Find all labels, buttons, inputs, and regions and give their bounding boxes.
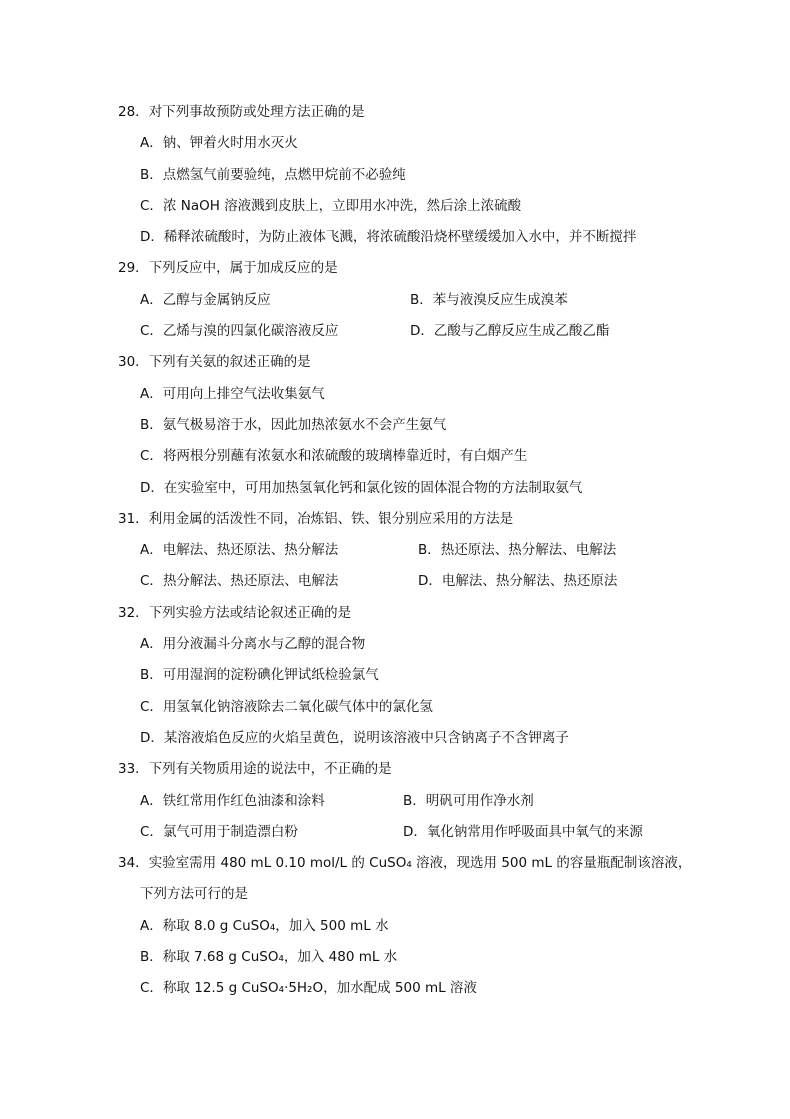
option-text: 电解法、热分解法、热还原法 [441, 573, 618, 590]
option-label: B． [140, 949, 163, 966]
option-label: D． [403, 823, 427, 840]
question-text: 对下列事故预防或处理方法正确的是 [148, 104, 365, 120]
option-row [118, 222, 678, 253]
exam-document [118, 97, 692, 1005]
option-b [140, 949, 397, 965]
option-text: 氯气可用于制造漂白粉 [162, 823, 298, 840]
option-row [118, 629, 678, 660]
option-row [118, 379, 678, 410]
option-text: 称取 8.0 g CuSO₄，加入 500 mL 水 [162, 917, 389, 934]
option-d [140, 730, 569, 746]
option-row [118, 441, 678, 472]
option-a [140, 292, 271, 308]
question-34 [118, 848, 692, 1004]
question-stem [118, 848, 692, 879]
option-row [118, 692, 678, 723]
question-stem [118, 598, 678, 629]
option-a [140, 135, 298, 151]
option-text: 可用湿润的淀粉碘化钾试纸检验氯气 [162, 667, 379, 684]
option-label: A． [140, 917, 163, 934]
option-c [140, 573, 338, 589]
option-a [140, 542, 338, 558]
question-33 [118, 754, 678, 848]
option-text: 可用向上排空气法收集氨气 [162, 385, 325, 402]
option-text: 乙烯与溴的四氯化碳溶液反应 [162, 323, 339, 340]
option-c [140, 980, 477, 996]
option-row [118, 786, 678, 817]
question-stem [118, 347, 678, 378]
question-number: 28． [118, 104, 149, 120]
option-a [140, 918, 389, 934]
question-text: 利用金属的活泼性不同，冶炼铝、铁、银分别应采用的方法是 [148, 510, 514, 527]
option-text: 铁红常用作红色油漆和涂料 [162, 792, 325, 809]
option-label: D． [140, 479, 164, 496]
option-label: D． [140, 729, 164, 746]
question-number: 33． [118, 761, 149, 778]
question-stem [118, 97, 678, 128]
option-c [140, 448, 527, 464]
question-30 [118, 347, 678, 503]
option-label: A． [140, 385, 163, 402]
question-text: 下列有关物质用途的说法中，不正确的是 [148, 761, 392, 778]
option-label: D． [140, 229, 164, 246]
option-label: B． [140, 416, 163, 433]
option-text: 钠、钾着火时用水灭火 [162, 135, 298, 152]
option-b [140, 667, 379, 683]
option-text: 用氢氧化钠溶液除去二氧化碳气体中的氯化氢 [162, 698, 433, 715]
question-31 [118, 504, 678, 598]
option-c [140, 323, 338, 339]
option-row [118, 191, 678, 222]
question-number: 30． [118, 354, 149, 371]
option-d [410, 316, 609, 347]
option-text: 点燃氢气前要验纯，点燃甲烷前不必验纯 [162, 166, 406, 183]
option-row [118, 285, 678, 316]
option-label: B． [410, 291, 433, 308]
option-label: A． [140, 135, 163, 152]
option-a [140, 636, 365, 652]
option-d [418, 566, 617, 597]
option-label: A． [140, 792, 163, 809]
option-c [140, 198, 521, 214]
option-text: 热分解法、热还原法、电解法 [162, 573, 339, 590]
option-label: B． [140, 667, 163, 684]
option-text: 热还原法、热分解法、电解法 [440, 542, 617, 559]
option-text: 稀释浓硫酸时，为防止液体飞溅，将浓硫酸沿烧杯壁缓缓加入水中，并不断搅拌 [163, 229, 637, 246]
option-d [403, 817, 643, 848]
option-row [118, 316, 678, 347]
question-number: 32． [118, 604, 149, 621]
question-text: 实验室需用 480 mL 0.10 mol/L 的 CuSO₄ 溶液，现选用 500 mL 的容量瓶配制该溶液， [148, 855, 692, 872]
option-label: A． [140, 636, 163, 653]
option-row [118, 660, 678, 691]
question-stem-continued: 下列方法可行的是 [140, 886, 248, 903]
option-row [118, 128, 678, 159]
option-label: C． [140, 980, 163, 997]
option-b [403, 786, 534, 817]
option-c [140, 699, 433, 715]
option-text: 电解法、热还原法、热分解法 [162, 542, 339, 559]
option-text: 在实验室中，可用加热氢氧化钙和氯化铵的固体混合物的方法制取氨气 [163, 479, 583, 496]
option-b [410, 285, 568, 316]
option-b [140, 167, 406, 183]
option-label: B． [418, 542, 441, 559]
question-stem [118, 504, 678, 535]
option-label: D． [410, 323, 434, 340]
question-text: 下列实验方法或结论叙述正确的是 [148, 604, 352, 621]
option-label: A． [140, 542, 163, 559]
question-text: 下列反应中，属于加成反应的是 [148, 260, 338, 277]
option-text: 乙醇与金属钠反应 [162, 291, 271, 308]
question-number: 34． [118, 855, 149, 872]
option-label: C． [140, 573, 163, 590]
question-32 [118, 598, 678, 754]
option-d [140, 480, 582, 496]
question-number: 29． [118, 260, 149, 277]
question-text: 下列有关氨的叙述正确的是 [148, 354, 311, 371]
option-label: D． [418, 573, 442, 590]
option-label: B． [140, 166, 163, 183]
option-row [118, 473, 678, 504]
option-a [140, 793, 325, 809]
option-row [118, 942, 678, 973]
option-label: C． [140, 698, 163, 715]
option-row [118, 566, 678, 597]
option-text: 乙酸与乙醇反应生成乙酸乙酯 [433, 323, 610, 340]
option-label: A． [140, 291, 163, 308]
option-row [118, 160, 678, 191]
option-label: C． [140, 448, 163, 465]
option-c [140, 824, 298, 840]
option-text: 明矾可用作净水剂 [425, 792, 534, 809]
option-label: C． [140, 323, 163, 340]
question-29 [118, 253, 678, 347]
question-28 [118, 97, 678, 253]
option-text: 用分液漏斗分离水与乙醇的混合物 [162, 636, 366, 653]
question-stem [118, 754, 678, 785]
option-row [118, 535, 678, 566]
option-b [140, 417, 446, 433]
option-label: C． [140, 823, 163, 840]
question-stem [118, 253, 678, 284]
option-row [118, 410, 678, 441]
option-a [140, 386, 325, 402]
option-text: 氨气极易溶于水，因此加热浓氨水不会产生氨气 [162, 416, 447, 433]
option-row [118, 911, 678, 942]
option-label: C． [140, 197, 163, 214]
option-text: 苯与液溴反应生成溴苯 [432, 291, 568, 308]
option-b [418, 535, 616, 566]
option-text: 称取 12.5 g CuSO₄·5H₂O，加水配成 500 mL 溶液 [162, 980, 477, 997]
option-text: 氧化钠常用作呼吸面具中氧气的来源 [426, 823, 643, 840]
option-text: 称取 7.68 g CuSO₄，加入 480 mL 水 [162, 949, 398, 966]
option-d [140, 229, 636, 245]
option-row [118, 973, 678, 1004]
option-label: B． [403, 792, 426, 809]
option-row [118, 817, 678, 848]
option-text: 浓 NaOH 溶液溅到皮肤上，立即用水冲洗，然后涂上浓硫酸 [162, 197, 522, 214]
option-text: 某溶液焰色反应的火焰呈黄色，说明该溶液中只含钠离子不含钾离子 [163, 729, 569, 746]
option-text: 将两根分别蘸有浓氨水和浓硫酸的玻璃棒靠近时，有白烟产生 [162, 448, 528, 465]
question-number: 31． [118, 510, 149, 527]
option-row [118, 723, 678, 754]
